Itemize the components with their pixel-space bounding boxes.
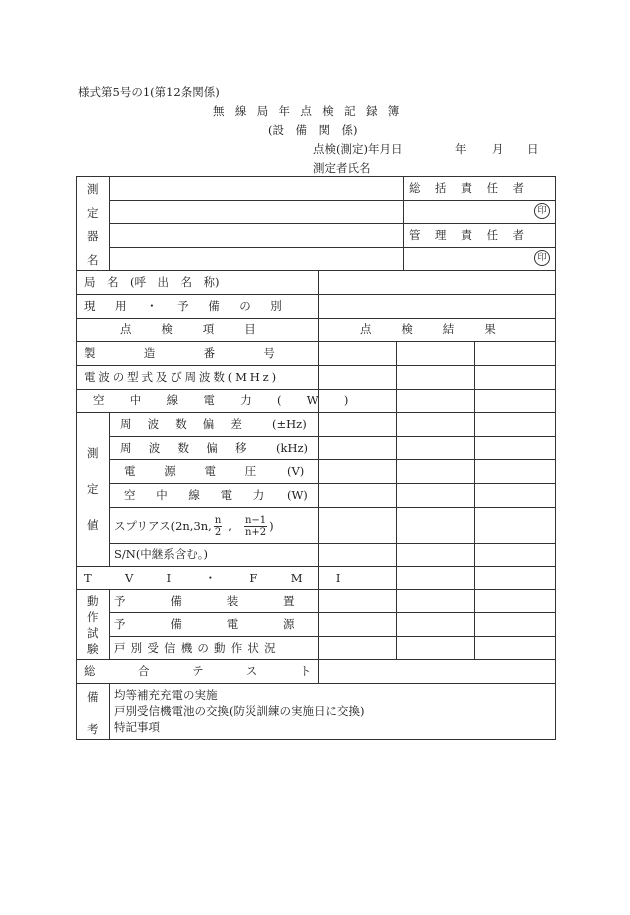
supply-voltage-unit: (V) xyxy=(287,464,305,478)
seal-mark: 印 xyxy=(534,250,550,266)
comma-separator: , xyxy=(228,519,232,533)
remarks-line: 特記事項 xyxy=(114,720,160,734)
usage-label: 現用・予備の別 xyxy=(84,299,302,313)
emission-frequency-label: 電波の型式及び周波数(MHz) xyxy=(84,370,279,384)
manager-responsible-text: 管理責任者 xyxy=(409,228,539,242)
antenna-power-label: 空中線電力(W) xyxy=(93,393,374,407)
serial-number-label: 製造番号 xyxy=(84,346,324,360)
tvi-fmi-label: TVI・FMI xyxy=(84,571,374,585)
measured-label-char: 測 xyxy=(87,446,99,460)
operation-label-char: 動 xyxy=(87,594,99,608)
household-receiver-label: 戸別受信機の動作状況 xyxy=(114,641,281,655)
general-responsible-label xyxy=(409,181,549,195)
remarks-label-char: 備 xyxy=(87,690,99,704)
manager-responsible-label xyxy=(409,228,555,242)
table-border xyxy=(77,177,556,740)
spurious-prefix: スプリアス(2n,3n, xyxy=(114,519,212,533)
frequency-shift-label: 周波数偏移 xyxy=(120,441,264,455)
spare-power-label: 予備電源 xyxy=(114,617,340,631)
antenna-power-measured-unit: (W) xyxy=(287,488,308,502)
measured-label-char: 値 xyxy=(87,518,99,532)
inspection-date-label: 点検(測定)年月日 xyxy=(313,142,403,156)
fraction-numerator: n xyxy=(214,514,222,526)
spare-device-label: 予備装置 xyxy=(114,594,340,608)
remarks-label-char: 考 xyxy=(87,722,99,736)
date-year: 年 xyxy=(455,142,467,156)
inspector-name-label: 測定者氏名 xyxy=(313,161,371,175)
fraction-denominator: 2 xyxy=(214,526,222,538)
fraction-denominator: n+2 xyxy=(244,526,267,538)
signal-noise-label: S/N(中継系含む。) xyxy=(114,547,209,561)
measured-label-char: 定 xyxy=(87,482,99,496)
remarks-line: 戸別受信機電池の交換(防災訓練の実施日に交換) xyxy=(114,704,365,718)
date-month: 月 xyxy=(492,142,504,156)
spurious-fraction-half xyxy=(214,515,222,538)
instrument-label-char: 測 xyxy=(87,182,99,196)
document-subtitle: (設 備 関 係) xyxy=(268,123,358,137)
seal-mark: 印 xyxy=(534,203,550,219)
general-responsible-text: 総括責任者 xyxy=(409,181,539,195)
fraction-numerator: n−1 xyxy=(244,514,267,526)
document-title: 無線局年点検記録簿 xyxy=(213,104,410,118)
operation-label-char: 作 xyxy=(87,610,99,624)
supply-voltage-label: 電源電圧 xyxy=(124,464,285,478)
spurious-fraction-ratio xyxy=(244,515,267,538)
inspection-item-header: 点検項目 xyxy=(120,322,286,336)
date-day: 日 xyxy=(527,142,539,156)
frequency-deviation-unit: (±Hz) xyxy=(272,417,307,431)
overall-test-label: 総合テスト xyxy=(84,664,354,678)
remarks-line: 均等補充充電の実施 xyxy=(114,688,218,702)
instrument-label-char: 定 xyxy=(87,206,99,220)
station-name-label: 局 名 (呼 出 名 称) xyxy=(84,275,220,289)
frequency-deviation-label: 周波数偏差 xyxy=(120,417,258,431)
spurious-label xyxy=(114,511,274,541)
operation-label-char: 試 xyxy=(87,626,99,640)
antenna-power-measured-label: 空中線電力 xyxy=(124,488,285,502)
instrument-label-char: 器 xyxy=(87,229,99,243)
instrument-label-char: 名 xyxy=(87,253,99,267)
frequency-shift-unit: (kHz) xyxy=(276,441,309,455)
inspection-result-header: 点検結果 xyxy=(360,322,526,336)
spurious-suffix: ) xyxy=(269,519,274,533)
operation-label-char: 験 xyxy=(87,642,99,656)
form-number: 様式第5号の1(第12条関係) xyxy=(78,85,220,99)
